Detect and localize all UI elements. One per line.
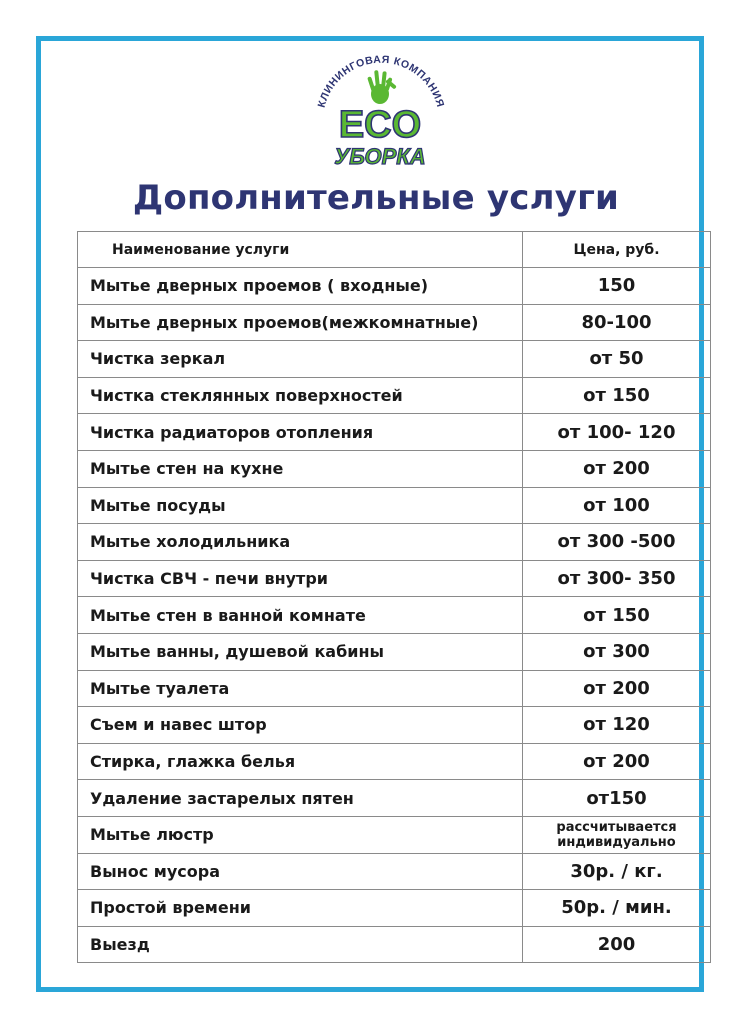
service-name: Мытье дверных проемов(межкомнатные) [78, 304, 523, 341]
table-row [78, 341, 711, 378]
service-price: от 200 [523, 450, 711, 487]
eco-logo-graphic [310, 40, 450, 172]
table-row [78, 304, 711, 341]
service-price: от 300 [523, 633, 711, 670]
table-row [78, 487, 711, 524]
table-row [78, 597, 711, 634]
green-hand-icon [367, 70, 397, 104]
service-price: от 200 [523, 670, 711, 707]
table-row [78, 450, 711, 487]
table-row [78, 853, 711, 890]
header-name: Наименование услуги [78, 232, 523, 268]
table-row [78, 670, 711, 707]
table-header-row [78, 232, 711, 268]
table-row [78, 816, 711, 853]
service-name: Выезд [78, 926, 523, 963]
service-name: Удаление застарелых пятен [78, 780, 523, 817]
service-name: Чистка зеркал [78, 341, 523, 378]
service-name: Мытье стен в ванной комнате [78, 597, 523, 634]
service-price: от 100 [523, 487, 711, 524]
service-price: от 150 [523, 597, 711, 634]
service-price: 200 [523, 926, 711, 963]
table-row [78, 633, 711, 670]
table-row [78, 926, 711, 963]
logo-arc-text: КЛИНИНГОВАЯ КОМПАНИЯ [315, 53, 447, 109]
table-row [78, 743, 711, 780]
table-row [78, 707, 711, 744]
table-row [78, 377, 711, 414]
service-price: рассчитывается индивидуально [523, 816, 711, 853]
service-name: Вынос мусора [78, 853, 523, 890]
service-name: Чистка СВЧ - печи внутри [78, 560, 523, 597]
service-name: Стирка, глажка белья [78, 743, 523, 780]
service-name: Мытье холодильника [78, 524, 523, 561]
service-name: Мытье стен на кухне [78, 450, 523, 487]
service-price: от 150 [523, 377, 711, 414]
service-name: Чистка радиаторов отопления [78, 414, 523, 451]
service-name: Мытье люстр [78, 816, 523, 853]
service-price: 50р. / мин. [523, 890, 711, 927]
table-row [78, 780, 711, 817]
service-price: 30р. / кг. [523, 853, 711, 890]
services-table [77, 231, 711, 963]
table-row [78, 524, 711, 561]
service-name: Мытье посуды [78, 487, 523, 524]
service-price: 80-100 [523, 304, 711, 341]
header-price: Цена, руб. [523, 232, 711, 268]
table-row [78, 414, 711, 451]
table-row [78, 890, 711, 927]
table-row [78, 560, 711, 597]
service-price: от 300 -500 [523, 524, 711, 561]
service-name: Мытье ванны, душевой кабины [78, 633, 523, 670]
page-title: Дополнительные услуги [132, 178, 620, 218]
service-name: Мытье дверных проемов ( входные) [78, 268, 523, 305]
service-name: Мытье туалета [78, 670, 523, 707]
service-price: от 120 [523, 707, 711, 744]
service-name: Чистка стеклянных поверхностей [78, 377, 523, 414]
service-price: от 50 [523, 341, 711, 378]
logo-sub: УБОРКА [334, 144, 426, 169]
service-price: от 300- 350 [523, 560, 711, 597]
company-logo [310, 40, 450, 172]
logo-brand: ECO [338, 104, 422, 146]
service-price: от150 [523, 780, 711, 817]
table-row [78, 268, 711, 305]
service-price: от 100- 120 [523, 414, 711, 451]
service-name: Простой времени [78, 890, 523, 927]
service-price: от 200 [523, 743, 711, 780]
service-name: Съем и навес штор [78, 707, 523, 744]
service-price: 150 [523, 268, 711, 305]
